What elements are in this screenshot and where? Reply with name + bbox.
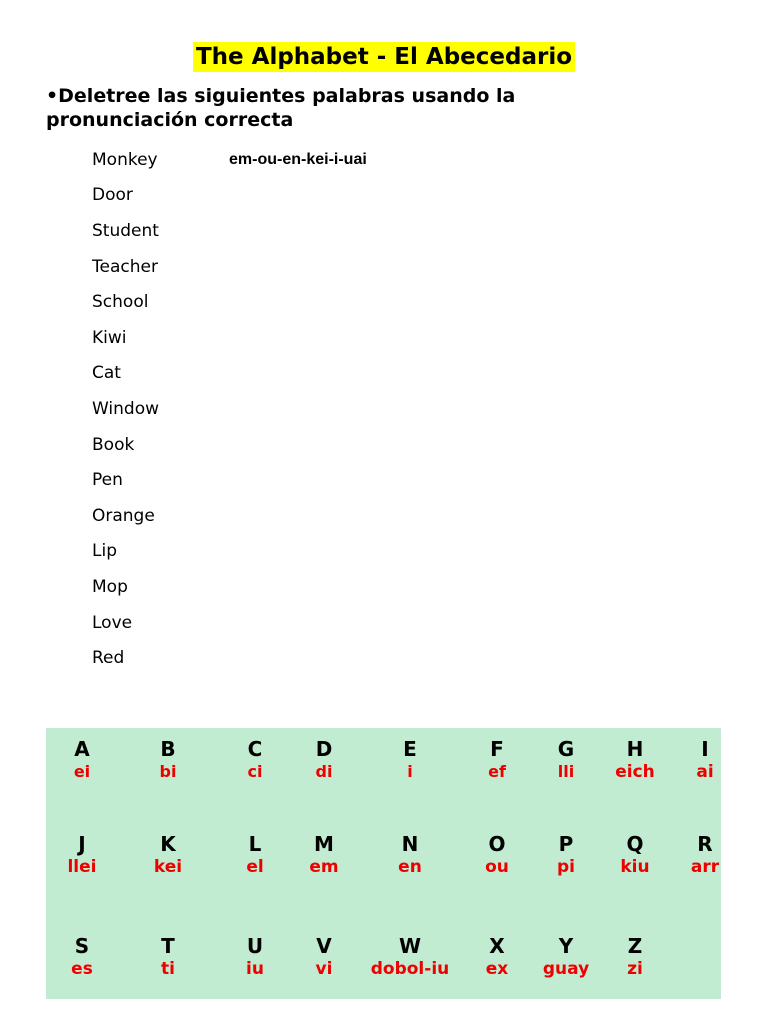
word-label: Monkey: [92, 149, 158, 170]
letter: A: [74, 737, 90, 761]
word-row: [92, 284, 367, 320]
alphabet-cell: [370, 934, 450, 980]
letter-pronunciation: bi: [159, 762, 177, 781]
word-row: [92, 249, 367, 285]
letter: B: [160, 737, 176, 761]
word-row: [92, 569, 367, 605]
letter-pronunciation: i: [407, 762, 413, 781]
letter-pronunciation: ai: [696, 762, 714, 782]
letter: G: [557, 737, 575, 761]
word-row: [92, 534, 367, 570]
word-row: [92, 213, 367, 249]
word-label: Kiwi: [92, 327, 127, 348]
letter: L: [248, 832, 262, 856]
alphabet-cell: [457, 832, 537, 878]
alphabet-cell: [370, 832, 450, 878]
word-label: School: [92, 292, 149, 313]
letter-pronunciation: guay: [542, 959, 590, 979]
letter-pronunciation: ei: [73, 762, 91, 781]
word-row: [92, 498, 367, 534]
letter: V: [316, 934, 332, 958]
word-label: Love: [92, 612, 133, 633]
letter-pronunciation: pi: [557, 857, 575, 877]
alphabet-cell: [665, 832, 721, 878]
word-row: [92, 142, 367, 178]
letter: D: [315, 737, 333, 761]
word-row: [92, 605, 367, 641]
word-label: Lip: [92, 541, 117, 562]
letter: C: [247, 737, 263, 761]
alphabet-cell: [46, 737, 122, 783]
letter-pronunciation: vi: [315, 959, 333, 979]
alphabet-cell: [526, 832, 606, 878]
letter-pronunciation: kei: [153, 857, 183, 877]
word-row: [92, 320, 367, 356]
alphabet-cell: [215, 934, 295, 980]
word-row: [92, 640, 367, 676]
letter: F: [490, 737, 504, 761]
alphabet-cell: [457, 934, 537, 980]
alphabet-cell: [46, 934, 122, 980]
alphabet-cell: [46, 832, 122, 878]
letter-pronunciation: dobol-iu: [370, 959, 450, 979]
letter: O: [488, 832, 506, 856]
word-row: [92, 462, 367, 498]
letter: Z: [627, 934, 643, 958]
alphabet-cell: [370, 737, 450, 783]
word-spelling: em-ou-en-kei-i-uai: [229, 150, 367, 168]
alphabet-cell: [128, 737, 208, 783]
letter-pronunciation: iu: [246, 959, 264, 979]
word-label: Window: [92, 398, 160, 419]
alphabet-cell: [526, 737, 606, 783]
word-row: [92, 178, 367, 214]
letter-pronunciation: ci: [247, 762, 263, 781]
word-label: Pen: [92, 470, 123, 491]
letter-pronunciation: ti: [161, 959, 175, 979]
word-label: Orange: [92, 505, 155, 526]
alphabet-cell: [284, 832, 364, 878]
alphabet-table: [46, 728, 721, 999]
word-list: [92, 142, 367, 676]
letter: U: [246, 934, 264, 958]
letter-pronunciation: em: [309, 857, 339, 877]
word-label: Door: [92, 185, 133, 206]
letter-pronunciation: ou: [485, 857, 509, 877]
letter-pronunciation: lli: [557, 762, 575, 781]
alphabet-cell: [526, 934, 606, 980]
letter: K: [160, 832, 176, 856]
word-label: Teacher: [92, 256, 158, 277]
alphabet-cell: [457, 737, 537, 783]
alphabet-cell: [595, 934, 675, 980]
letter-pronunciation: llei: [67, 857, 97, 877]
word-row: [92, 391, 367, 427]
letter: P: [558, 832, 574, 856]
instruction-text: •Deletree las siguientes palabras usando la pronunciación correcta: [46, 85, 516, 131]
letter-pronunciation: el: [246, 857, 264, 877]
word-label: Mop: [92, 576, 128, 597]
letter: W: [398, 934, 422, 958]
alphabet-cell: [215, 832, 295, 878]
letter: J: [78, 832, 86, 856]
letter-pronunciation: eich: [615, 762, 655, 782]
alphabet-cell: [595, 737, 675, 783]
letter: X: [489, 934, 505, 958]
letter-pronunciation: di: [315, 762, 333, 781]
letter: N: [401, 832, 419, 856]
letter: M: [314, 832, 334, 856]
letter-pronunciation: kiu: [620, 857, 650, 877]
word-label: Book: [92, 434, 135, 455]
letter-pronunciation: arr: [690, 857, 720, 877]
letter-pronunciation: ex: [485, 959, 509, 979]
letter-pronunciation: ef: [488, 762, 506, 781]
word-row: [92, 356, 367, 392]
letter: Y: [558, 934, 574, 958]
word-row: [92, 427, 367, 463]
letter: S: [74, 934, 90, 958]
word-label: Red: [92, 648, 125, 669]
letter-pronunciation: es: [71, 959, 93, 979]
letter: E: [403, 737, 417, 761]
letter: Q: [626, 832, 644, 856]
alphabet-cell: [665, 737, 721, 783]
letter: I: [701, 737, 709, 761]
alphabet-cell: [215, 737, 295, 783]
word-label: Student: [92, 220, 159, 241]
letter: R: [697, 832, 713, 856]
alphabet-cell: [128, 832, 208, 878]
word-label: Cat: [92, 363, 121, 384]
title-container: [0, 42, 768, 72]
alphabet-cell: [284, 934, 364, 980]
letter: T: [161, 934, 175, 958]
letter-pronunciation: en: [398, 857, 422, 877]
alphabet-cell: [595, 832, 675, 878]
letter-pronunciation: zi: [627, 959, 643, 979]
alphabet-cell: [284, 737, 364, 783]
alphabet-cell: [128, 934, 208, 980]
page-title: The Alphabet - El Abecedario: [193, 42, 575, 72]
letter: H: [626, 737, 644, 761]
